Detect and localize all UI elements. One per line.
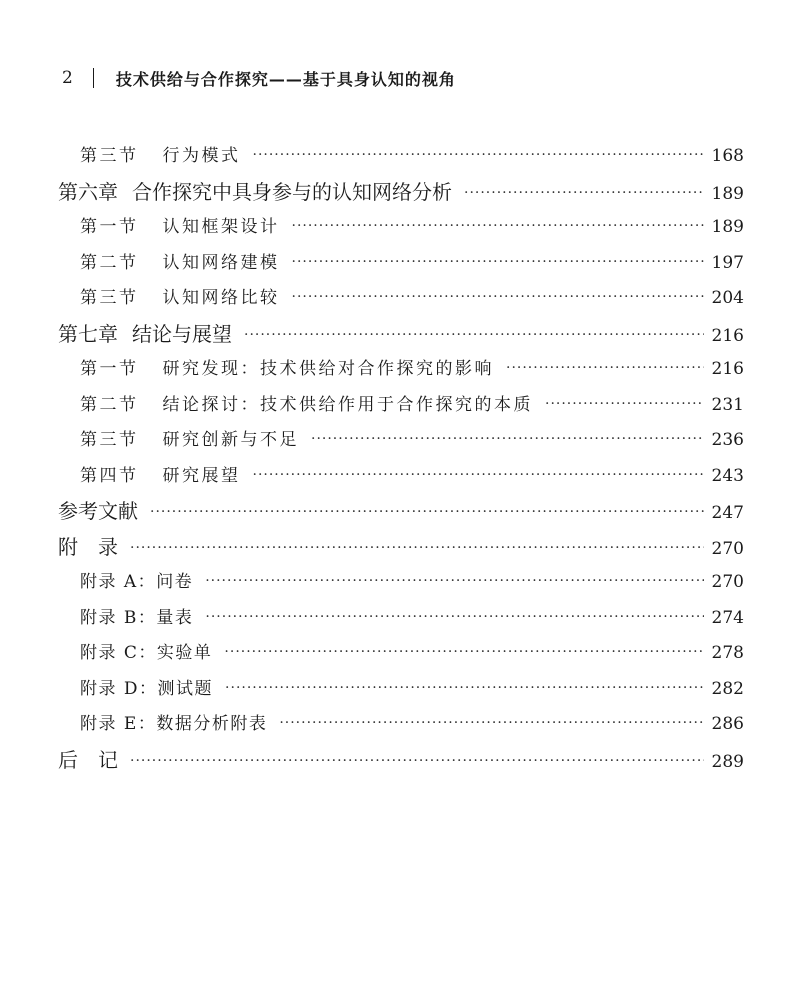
toc-entry-label: 第一节 xyxy=(80,359,139,379)
toc-entry-title: 实验单 xyxy=(156,643,213,663)
toc-entry-title: 量表 xyxy=(156,607,194,628)
toc-entry-label: 附 录 xyxy=(58,534,118,559)
toc-page-number: 270 xyxy=(711,538,744,559)
toc-page-number: 247 xyxy=(711,503,744,523)
toc-dot-leader xyxy=(292,280,704,316)
toc-entry-label: 附录 C： xyxy=(80,643,157,663)
toc-entry-title: 数据分析附表 xyxy=(156,714,268,734)
toc-entry-label: 第三节 xyxy=(80,430,139,450)
toc-dot-leader xyxy=(253,458,704,494)
toc-entry-title: 研究创新与不足 xyxy=(162,430,299,450)
toc-entry-label: 第七章 xyxy=(58,321,118,346)
toc-entry-title: 测试题 xyxy=(157,678,214,699)
toc-section-entry xyxy=(0,246,800,282)
toc-dot-leader xyxy=(464,176,704,212)
toc-page-number: 270 xyxy=(711,572,744,592)
toc-page-number: 216 xyxy=(711,325,744,346)
toc-dot-leader xyxy=(225,671,704,707)
toc-entry-title: 认知网络比较 xyxy=(162,288,280,308)
toc-dot-leader xyxy=(506,351,704,387)
toc-page-number: 243 xyxy=(711,465,744,486)
toc-entry-label: 附录 A： xyxy=(80,572,157,592)
toc-entry-label: 后 记 xyxy=(58,747,118,772)
toc-appendix-entry xyxy=(0,601,800,637)
toc-page-number: 204 xyxy=(711,288,744,308)
toc-entry-title: 合作探究中具身参与的认知网络分析 xyxy=(132,179,452,204)
toc-appendix-entry xyxy=(0,672,800,708)
toc-entry-label: 第六章 xyxy=(58,179,118,204)
toc-page-number: 278 xyxy=(711,643,744,663)
toc-entry-title: 认知框架设计 xyxy=(162,217,280,237)
toc-dot-leader xyxy=(292,209,704,245)
toc-chapter-entry xyxy=(0,317,800,353)
table-of-contents xyxy=(0,139,800,778)
toc-page-number: 216 xyxy=(711,359,744,379)
toc-section-entry xyxy=(0,210,800,246)
toc-section-entry xyxy=(0,423,800,459)
toc-dot-leader xyxy=(205,564,703,600)
toc-chapter-entry xyxy=(0,175,800,211)
toc-dot-leader xyxy=(244,318,704,354)
toc-appendix-entry xyxy=(0,565,800,601)
toc-page-number: 274 xyxy=(711,607,744,628)
toc-entry-title: 行为模式 xyxy=(162,146,241,166)
toc-appendix-entry xyxy=(0,707,800,743)
toc-entry-label: 附录 E： xyxy=(80,714,157,734)
toc-entry-title: 问卷 xyxy=(156,572,194,592)
toc-page-number: 286 xyxy=(711,714,744,734)
toc-dot-leader xyxy=(292,245,704,281)
toc-entry-label: 附录 D： xyxy=(80,678,158,699)
toc-entry-title: 研究发现：技术供给对合作探究的影响 xyxy=(162,359,494,379)
toc-entry-title: 研究展望 xyxy=(162,465,241,486)
toc-page-number: 282 xyxy=(711,678,744,699)
toc-page-number: 197 xyxy=(711,252,744,273)
toc-page-number: 189 xyxy=(711,183,744,204)
toc-chapter-entry xyxy=(0,743,800,779)
toc-dot-leader xyxy=(130,531,704,567)
running-header xyxy=(62,66,456,90)
book-title: 技术供给与合作探究——基于具身认知的视角 xyxy=(115,69,456,89)
toc-chapter-entry xyxy=(0,530,800,566)
toc-section-entry xyxy=(0,352,800,388)
toc-dot-leader xyxy=(150,495,704,531)
toc-dot-leader xyxy=(545,387,704,423)
toc-dot-leader xyxy=(224,635,703,671)
toc-dot-leader xyxy=(279,706,703,742)
toc-dot-leader xyxy=(311,422,704,458)
toc-entry-label: 参考文献 xyxy=(58,499,138,523)
toc-entry-title: 结论与展望 xyxy=(132,321,232,346)
toc-entry-title: 结论探讨：技术供给作用于合作探究的本质 xyxy=(162,394,533,415)
toc-section-entry xyxy=(0,139,800,175)
toc-page-number: 168 xyxy=(711,146,744,166)
toc-entry-label: 第二节 xyxy=(80,394,139,415)
page-number: 2 xyxy=(62,68,73,88)
toc-section-entry xyxy=(0,388,800,424)
toc-dot-leader xyxy=(130,744,704,780)
toc-appendix-entry xyxy=(0,636,800,672)
toc-page-number: 231 xyxy=(711,394,744,415)
toc-entry-title: 认知网络建模 xyxy=(162,252,280,273)
toc-dot-leader xyxy=(205,600,703,636)
toc-entry-label: 第四节 xyxy=(80,465,139,486)
toc-dot-leader xyxy=(253,138,704,174)
toc-page-number: 236 xyxy=(711,430,744,450)
toc-page-number: 189 xyxy=(711,217,744,237)
toc-entry-label: 附录 B： xyxy=(80,607,157,628)
toc-entry-label: 第一节 xyxy=(80,217,139,237)
toc-chapter-entry xyxy=(0,494,800,530)
header-divider xyxy=(93,68,94,88)
toc-page-number: 289 xyxy=(711,751,744,772)
toc-entry-label: 第三节 xyxy=(80,146,139,166)
toc-entry-label: 第二节 xyxy=(80,252,139,273)
toc-section-entry xyxy=(0,459,800,495)
toc-section-entry xyxy=(0,281,800,317)
toc-entry-label: 第三节 xyxy=(80,288,139,308)
